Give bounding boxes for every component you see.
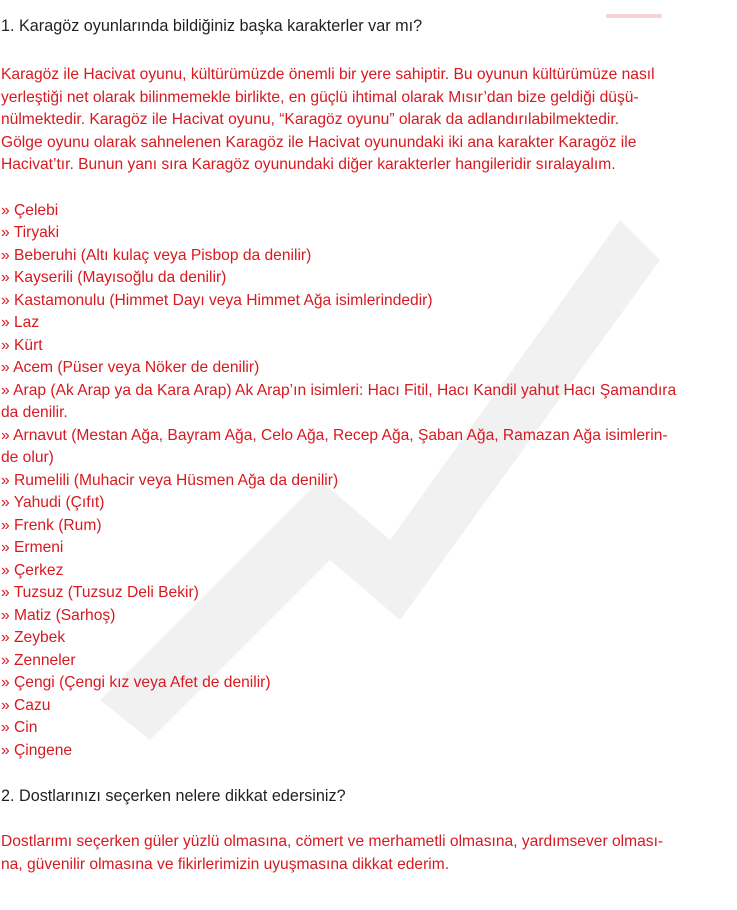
character-list-item xyxy=(1,695,735,718)
character-list-item xyxy=(1,357,735,380)
character-list-item xyxy=(1,492,735,515)
answer-1-line: nülmektedir. Karagöz ile Hacivat oyunu, “Karagöz oyunu” olarak da adlandırılabilmektedir. xyxy=(1,111,620,128)
character-list-item xyxy=(1,425,735,470)
character-list-item-text: » Zeybek xyxy=(1,629,66,646)
character-list-item-text: » Beberuhi (Altı kulaç veya Pisbop da denilir) xyxy=(1,246,312,264)
character-list-item-text: » Acem (Püser veya Nöker de denilir) xyxy=(1,359,260,376)
character-list-item-text: » Kürt xyxy=(1,336,43,354)
character-list-item xyxy=(1,290,735,313)
content xyxy=(1,15,735,876)
character-list-item-text: » Cazu xyxy=(1,696,51,714)
character-list xyxy=(1,200,735,763)
character-list-item-text: » Kastamonulu (Himmet Dayı veya Himmet Ağa isimlerindedir) xyxy=(1,291,433,309)
character-list-item xyxy=(1,672,735,695)
character-list-item xyxy=(1,312,735,335)
character-list-item-text: » Çerkez xyxy=(1,561,64,579)
character-list-item-text: » Zenneler xyxy=(1,651,76,669)
character-list-item-text: » Ermeni xyxy=(1,539,64,556)
character-list-item-text: » Çengi (Çengi kız veya Afet de denilir) xyxy=(1,674,271,691)
character-list-item-text: » Rumelili (Muhacir veya Hüsmen Ağa da denilir) xyxy=(1,471,339,489)
character-list-item-text: » Laz xyxy=(1,314,40,331)
answer-1-line: yerleştiği net olarak bilinmemekle birlikte, en güçlü ihtimal olarak Mısır’dan bize geldiği düşü- xyxy=(1,88,639,106)
character-list-item-text: » Tuzsuz (Tuzsuz Deli Bekir) xyxy=(1,584,199,601)
character-list-item xyxy=(1,335,735,358)
character-list-item xyxy=(1,740,735,763)
character-list-item xyxy=(1,605,735,628)
character-list-item xyxy=(1,470,735,493)
character-list-item xyxy=(1,650,735,673)
character-list-item xyxy=(1,200,735,223)
question-1: 1. Karagöz oyunlarında bildiğiniz başka karakterler var mı? xyxy=(1,17,423,35)
answer-1-line: Hacivat’tır. Bunun yanı sıra Karagöz oyunundaki diğer karakterler hangileridir sıralayalım. xyxy=(1,156,616,173)
character-list-item-text: » Cin xyxy=(1,719,38,736)
character-list-item xyxy=(1,222,735,245)
character-list-item-text: » Matiz (Sarhoş) xyxy=(1,606,116,624)
character-list-item-text: de olur) xyxy=(1,449,54,466)
answer-1-paragraph xyxy=(1,64,735,177)
answer-1-line: Gölge oyunu olarak sahnelenen Karagöz ile Hacivat oyunundaki iki ana karakter Karagöz ile xyxy=(1,133,637,151)
character-list-item-text: » Frenk (Rum) xyxy=(1,516,102,534)
question-2: 2. Dostlarınızı seçerken nelere dikkat edersiniz? xyxy=(1,787,346,805)
character-list-item xyxy=(1,582,735,605)
character-list-item-text: » Arap (Ak Arap ya da Kara Arap) Ak Arap’ın isimleri: Hacı Fitil, Hacı Kandil yahut Hacı Şamandıra xyxy=(1,381,677,399)
character-list-item-text: » Kayserili (Mayısoğlu da denilir) xyxy=(1,269,227,286)
character-list-item xyxy=(1,627,735,650)
answer-2-paragraph xyxy=(1,831,735,876)
character-list-item-text: » Tiryaki xyxy=(1,224,60,241)
character-list-item-text: » Yahudi (Çıfıt) xyxy=(1,494,105,511)
character-list-item xyxy=(1,267,735,290)
character-list-item xyxy=(1,515,735,538)
character-list-item-text: » Çelebi xyxy=(1,201,59,219)
character-list-item-text: » Çingene xyxy=(1,741,73,759)
character-list-item xyxy=(1,717,735,740)
answer-2-line: Dostlarımı seçerken güler yüzlü olmasına, cömert ve merhametli olmasına, yardımsever olması- xyxy=(1,833,664,850)
answer-2-line: na, güvenilir olmasına ve fikirlerimizin uyuşmasına dikkat ederim. xyxy=(1,855,450,873)
character-list-item xyxy=(1,537,735,560)
character-list-item xyxy=(1,380,735,425)
answer-1-line: Karagöz ile Hacivat oyunu, kültürümüzde önemli bir yere sahiptir. Bu oyunun kültürümüze nasıl xyxy=(1,66,655,83)
character-list-item-text: da denilir. xyxy=(1,404,68,421)
character-list-item xyxy=(1,245,735,268)
character-list-item-text: » Arnavut (Mestan Ağa, Bayram Ağa, Celo Ağa, Recep Ağa, Şaban Ağa, Ramazan Ağa isimlerin- xyxy=(1,426,668,444)
character-list-item xyxy=(1,560,735,583)
